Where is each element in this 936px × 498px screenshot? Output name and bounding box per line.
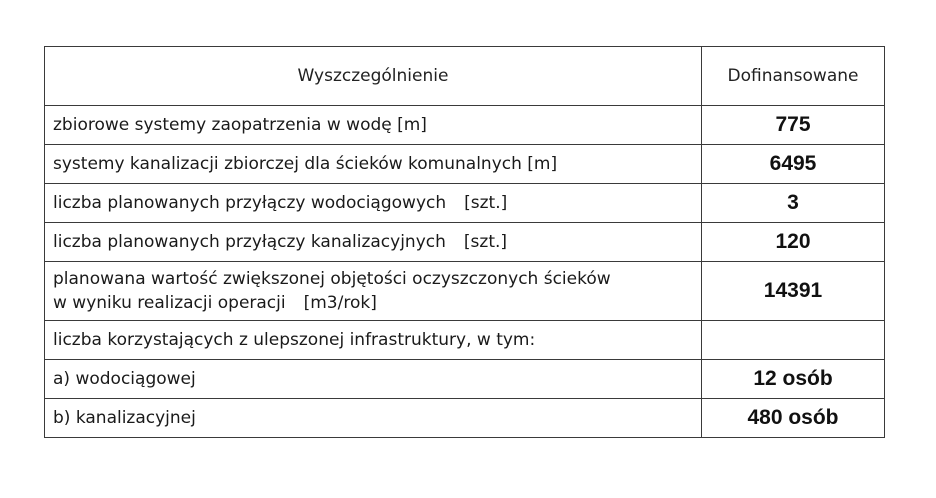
funding-table xyxy=(44,46,885,438)
row-label: liczba korzystających z ulepszonej infrastruktury, w tym: xyxy=(45,321,702,360)
row-label: zbiorowe systemy zaopatrzenia w wodę [m] xyxy=(45,106,702,145)
row-label: planowana wartość zwiększonej objętości oczyszczonych ścieków w wyniku realizacji operacji [m3/rok] xyxy=(45,262,702,321)
header-description: Wyszczególnienie xyxy=(45,47,702,106)
row-value: 14391 xyxy=(702,262,885,321)
row-value: 480 osób xyxy=(702,399,885,438)
row-value: 6495 xyxy=(702,145,885,184)
row-unit: [m3/rok] xyxy=(303,293,377,313)
row-value xyxy=(702,321,885,360)
table-row xyxy=(45,106,885,145)
row-value: 775 xyxy=(702,106,885,145)
table-row xyxy=(45,223,885,262)
table-header-row xyxy=(45,47,885,106)
table-row xyxy=(45,321,885,360)
row-label: liczba planowanych przyłączy wodociągowych [szt.] xyxy=(45,184,702,223)
row-label: liczba planowanych przyłączy kanalizacyjnych [szt.] xyxy=(45,223,702,262)
header-value: Dofinansowane xyxy=(702,47,885,106)
row-label: b) kanalizacyjnej xyxy=(45,399,702,438)
table-row xyxy=(45,262,885,321)
row-value: 3 xyxy=(702,184,885,223)
row-label: a) wodociągowej xyxy=(45,360,702,399)
table-row xyxy=(45,145,885,184)
row-unit: [szt.] xyxy=(464,193,508,213)
table-row xyxy=(45,399,885,438)
table-row xyxy=(45,184,885,223)
row-value: 12 osób xyxy=(702,360,885,399)
table-row xyxy=(45,360,885,399)
row-value: 120 xyxy=(702,223,885,262)
row-label: systemy kanalizacji zbiorczej dla ścieków komunalnych [m] xyxy=(45,145,702,184)
row-unit: [szt.] xyxy=(463,232,508,252)
